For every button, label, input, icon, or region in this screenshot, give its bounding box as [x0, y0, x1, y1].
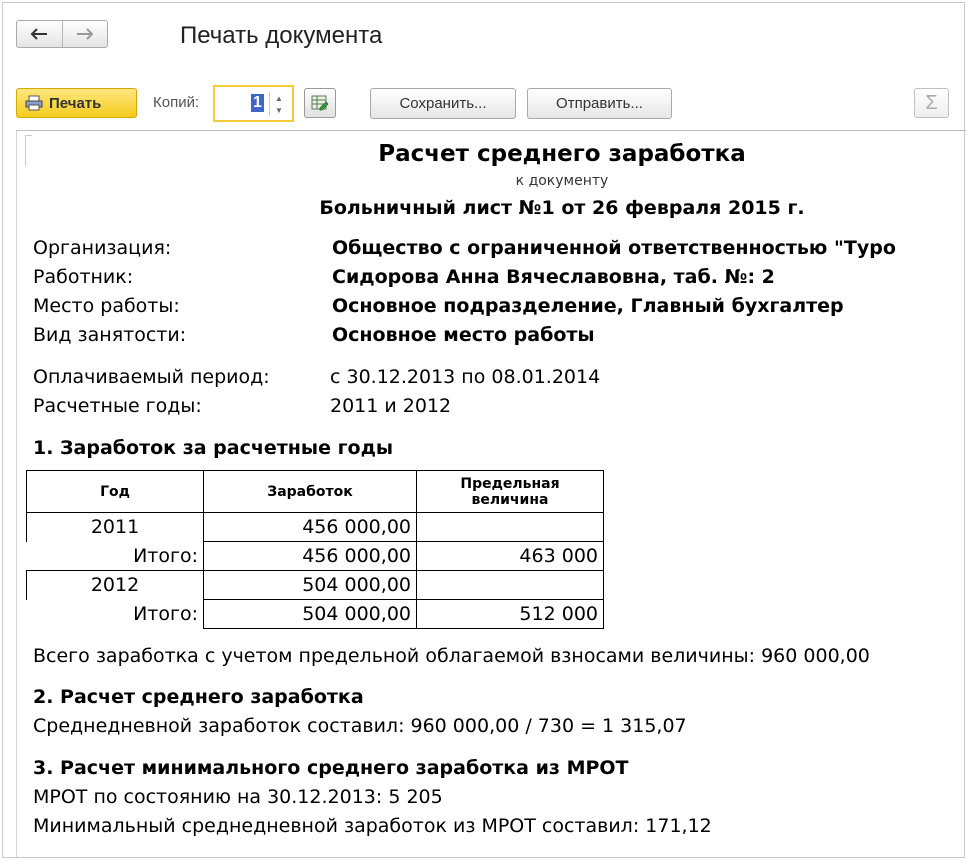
printer-icon: [25, 95, 43, 111]
document-title: Расчет среднего заработка: [378, 141, 746, 167]
earnings-table: [26, 470, 604, 629]
field-value-employee: Сидорова Анна Вячеславовна, таб. №: 2: [332, 266, 775, 288]
table-row: [27, 513, 604, 542]
period-value: с 30.12.2013 по 08.01.2014: [330, 366, 601, 388]
back-button[interactable]: [17, 21, 62, 47]
document-subtitle: к документу: [515, 173, 609, 189]
table-header-earnings: Заработок: [204, 471, 417, 513]
send-button[interactable]: Отправить...: [527, 88, 672, 119]
forward-button[interactable]: [62, 21, 108, 47]
earnings-cell: 456 000,00: [204, 513, 417, 542]
table-row-total: [27, 600, 604, 629]
field-label-workplace: Место работы:: [33, 295, 180, 317]
earnings-cell: 504 000,00: [204, 571, 417, 600]
copies-stepper[interactable]: [269, 92, 288, 116]
total-limit-cell: 512 000: [417, 600, 604, 629]
stepper-up-icon[interactable]: ▲: [275, 93, 283, 103]
navigation-buttons: [16, 20, 108, 48]
stepper-down-icon[interactable]: ▼: [275, 105, 283, 115]
section3-heading: 3. Расчет минимального среднего заработка из МРОТ: [33, 757, 629, 779]
table-header-year: Год: [27, 471, 204, 513]
edit-table-icon: [311, 95, 329, 111]
arrow-right-icon: [76, 28, 94, 40]
total-earnings-cell: 504 000,00: [204, 600, 417, 629]
field-label-employee: Работник:: [33, 266, 134, 288]
print-button[interactable]: [16, 88, 137, 118]
section2-heading: 2. Расчет среднего заработка: [33, 686, 364, 708]
save-button[interactable]: Сохранить...: [370, 88, 516, 119]
field-value-workplace: Основное подразделение, Главный бухгалтер: [332, 295, 844, 317]
total-earnings-cell: 456 000,00: [204, 542, 417, 571]
window-title: Печать документа: [180, 22, 383, 49]
copies-value: 1: [253, 94, 262, 111]
copies-input[interactable]: [213, 85, 294, 122]
year-cell: 2011: [27, 513, 204, 542]
mrot-line: МРОТ по состоянию на 30.12.2013: 5 205: [33, 786, 443, 808]
average-earnings-line: Среднедневной заработок составил: 960 000,00 / 730 = 1 315,07: [33, 715, 687, 737]
total-limit-cell: 463 000: [417, 542, 604, 571]
years-value: 2011 и 2012: [330, 395, 452, 417]
section1-heading: 1. Заработок за расчетные годы: [33, 437, 394, 459]
table-row: [27, 571, 604, 600]
limit-cell: [417, 513, 604, 542]
field-value-employment-type: Основное место работы: [332, 324, 595, 346]
total-label-cell: Итого:: [27, 600, 204, 629]
table-header-limit: Предельная величина: [417, 471, 604, 513]
edit-table-button[interactable]: [304, 88, 336, 118]
sum-button[interactable]: Σ: [914, 88, 949, 118]
period-label: Оплачиваемый период:: [33, 366, 270, 388]
field-label-employment-type: Вид занятости:: [33, 324, 187, 346]
field-value-organization: Общество с ограниченной ответственностью "Туро: [332, 237, 896, 259]
years-label: Расчетные годы:: [33, 395, 202, 417]
min-average-line: Минимальный среднедневной заработок из МРОТ составил: 171,12: [33, 815, 712, 837]
document-preview[interactable]: [16, 130, 966, 857]
limit-cell: [417, 571, 604, 600]
total-label-cell: Итого:: [27, 542, 204, 571]
year-cell: 2012: [27, 571, 204, 600]
document-reference: Больничный лист №1 от 26 февраля 2015 г.: [319, 197, 805, 219]
copies-label: Копий:: [153, 94, 200, 111]
earnings-summary: Всего заработка с учетом предельной облагаемой взносами величины: 960 000,00: [33, 645, 870, 667]
field-label-organization: Организация:: [33, 237, 172, 259]
print-button-label: Печать: [49, 94, 102, 112]
table-row-total: [27, 542, 604, 571]
arrow-left-icon: [30, 28, 48, 40]
